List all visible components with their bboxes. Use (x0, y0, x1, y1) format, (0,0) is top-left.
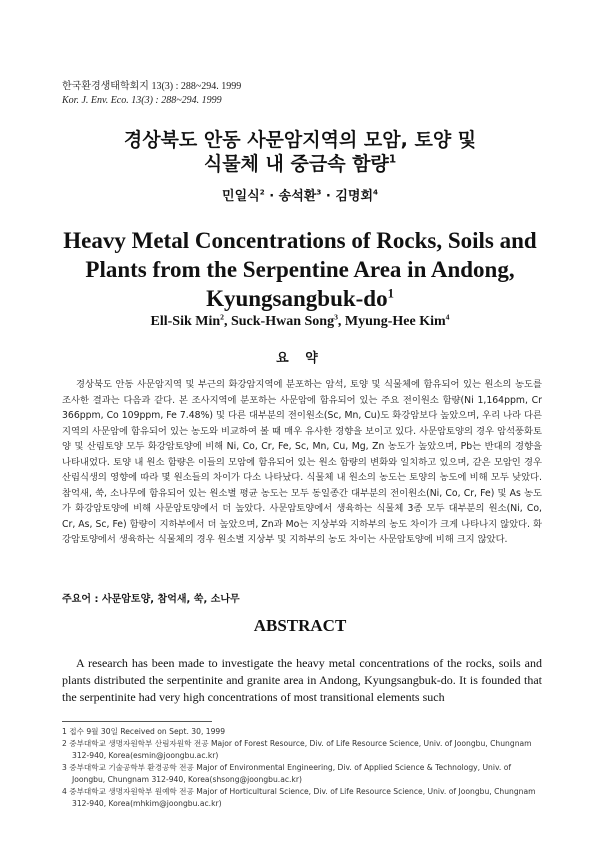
korean-author-1: 민일식 (222, 189, 260, 204)
footnote-4: 4 중부대학교 생명자원학부 원예학 전공 Major of Horticultural Science, Div. of Life Resource Science, Univ. of Joongbu, Chungnam 312-940, Korea(mhkim@joongbu.ac.kr) (62, 787, 536, 808)
keywords-label: 주요어 : (62, 594, 99, 605)
korean-title-footnote-mark: 1 (388, 153, 397, 166)
keywords (62, 590, 240, 605)
journal-citation (62, 80, 241, 108)
english-author-3: Myung-Hee Kim (344, 314, 446, 329)
english-authors (0, 314, 600, 330)
abstract-heading: ABSTRACT (253, 616, 347, 635)
footnote-2: 2 중부대학교 생명자원학부 산림자원학 전공 Major of Forest Resource, Div. of Life Resource Science, Univ. of Joongbu, Chungnam 312-940, Korea(esmin@joongbu.ac.kr) (62, 739, 532, 760)
footnotes (62, 726, 542, 810)
korean-author-1-mark: 2 (259, 187, 265, 197)
keywords-list: 사문암토양, 참억새, 쑥, 소나무 (101, 594, 240, 605)
korean-author-2-mark: 3 (316, 187, 322, 197)
author-comma: , (337, 314, 345, 329)
author-separator: · (269, 189, 279, 204)
footnote-3: 3 중부대학교 기술공학부 환경공학 전공 Major of Environmental Engineering, Div. of Applied Science & Technology, Univ. of Joongbu, Chungnam 312-940, Korea(shsong@joongbu.ac.kr) (62, 763, 512, 784)
english-author-2: Suck-Hwan Song (230, 314, 335, 329)
english-author-1-mark: 2 (220, 312, 224, 322)
english-author-3-mark: 4 (445, 312, 450, 322)
author-separator: · (325, 189, 336, 204)
korean-title (0, 128, 600, 176)
korean-author-2: 송석환 (278, 189, 317, 204)
korean-title-line-1: 경상북도 안동 사문암지역의 모암, 토양 및 (123, 129, 477, 151)
korean-author-3: 김명회 (335, 189, 374, 204)
journal-citation-korean: 한국환경생태학회지 13(3) : 288~294. 1999 (62, 81, 242, 92)
english-title-line-3-text: Kyungsangbuk-do (206, 286, 388, 311)
english-title-line-2: Plants from the Serpentine Area in Andong, (85, 257, 515, 282)
korean-summary-body: 경상북도 안동 사문암지역 및 부근의 화강암지역에 분포하는 암석, 토양 및 식물체에 함유되어 있는 원소의 농도를 조사한 결과는 다음과 같다. 본 조사지역에 분포하는 사문암에 함유되어 있는 주요 전이원소 함량(Ni 1,164ppm, Cr 366ppm, Co 109ppm, Fe 7.48%) 및 다른 대부분의 전이원소(Sc, Mn, Cu)도 화강암보다 높았으며, 우리 나라 다른 지역의 사문암에 함유되어 있는 농도와 비교하여 볼 때 매우 유사한 경향을 보이고 있다. 사문암토양의 경우 암석풍화토양 및 산림토양 모두 화강암토양에 비해 Ni, Co, Cr, Fe, Sc, Mn, Cu, Mg, Zn 농도가 높았으며, Pb는 반대의 경향을 나타내었다. 토양 내 원소 함량은 이들의 모암에 함유되어 있는 원소 함량의 변화와 일치하고 있으며, 같은 모암인 경우 산림식생의 영향에 따라 몇 원소들의 차이가 다소 나타났다. 식물체 내 원소의 농도는 토양의 농도에 비해 모두 낮았다. 참억새, 쑥, 소나무에 함유되어 있는 원소별 평균 농도는 모두 동일종간 대부분의 전이원소(Ni, Co, Cr, Fe) 및 As 농도가 화강암토양에 비해 사문암토양에서 더 높았다. 사문암토양에서 생육하는 식물체 3종 모두 대부분의 원소(Ni, Co, Cr, As, Sc, Fe) 함량이 지하부에서 더 높았으며, Zn과 Mo는 지상부와 지하부의 농도 차이가 크게 나타나지 않았다. 화강암토양에서 생육하는 식물체의 경우 원소별 지상부 및 지하부의 농도 차이는 사문암토양에 비해 크지 않았다. (62, 379, 542, 545)
english-title (0, 226, 600, 313)
english-author-1: Ell-Sik Min (150, 314, 221, 329)
journal-citation-english: Kor. J. Env. Eco. 13(3) : 288~294. 1999 (62, 95, 222, 106)
english-title-line-3 (0, 284, 600, 313)
korean-summary-heading: 요 약 (276, 351, 324, 366)
korean-author-3-mark: 4 (373, 187, 378, 197)
korean-title-line-2-text: 식물체 내 중금속 함량 (203, 153, 389, 175)
footnote-divider (62, 721, 212, 722)
english-title-line-1: Heavy Metal Concentrations of Rocks, Soils and (63, 228, 537, 253)
korean-authors (0, 185, 600, 204)
author-comma: , (223, 314, 231, 329)
english-author-2-mark: 3 (334, 312, 338, 322)
english-title-footnote-mark: 1 (387, 286, 394, 301)
footnote-1: 1 접수 9월 30일 Received on Sept. 30, 1999 (62, 727, 226, 736)
abstract-body: A research has been made to investigate the heavy metal concentrations of the rocks, soils and plants distributed the serpentinite and granite area in Andong, Kyungsangbuk-do. It is founded that the serpentinite had very high concentrations of most transitional elements such (62, 656, 542, 704)
korean-title-line-2 (0, 152, 600, 176)
